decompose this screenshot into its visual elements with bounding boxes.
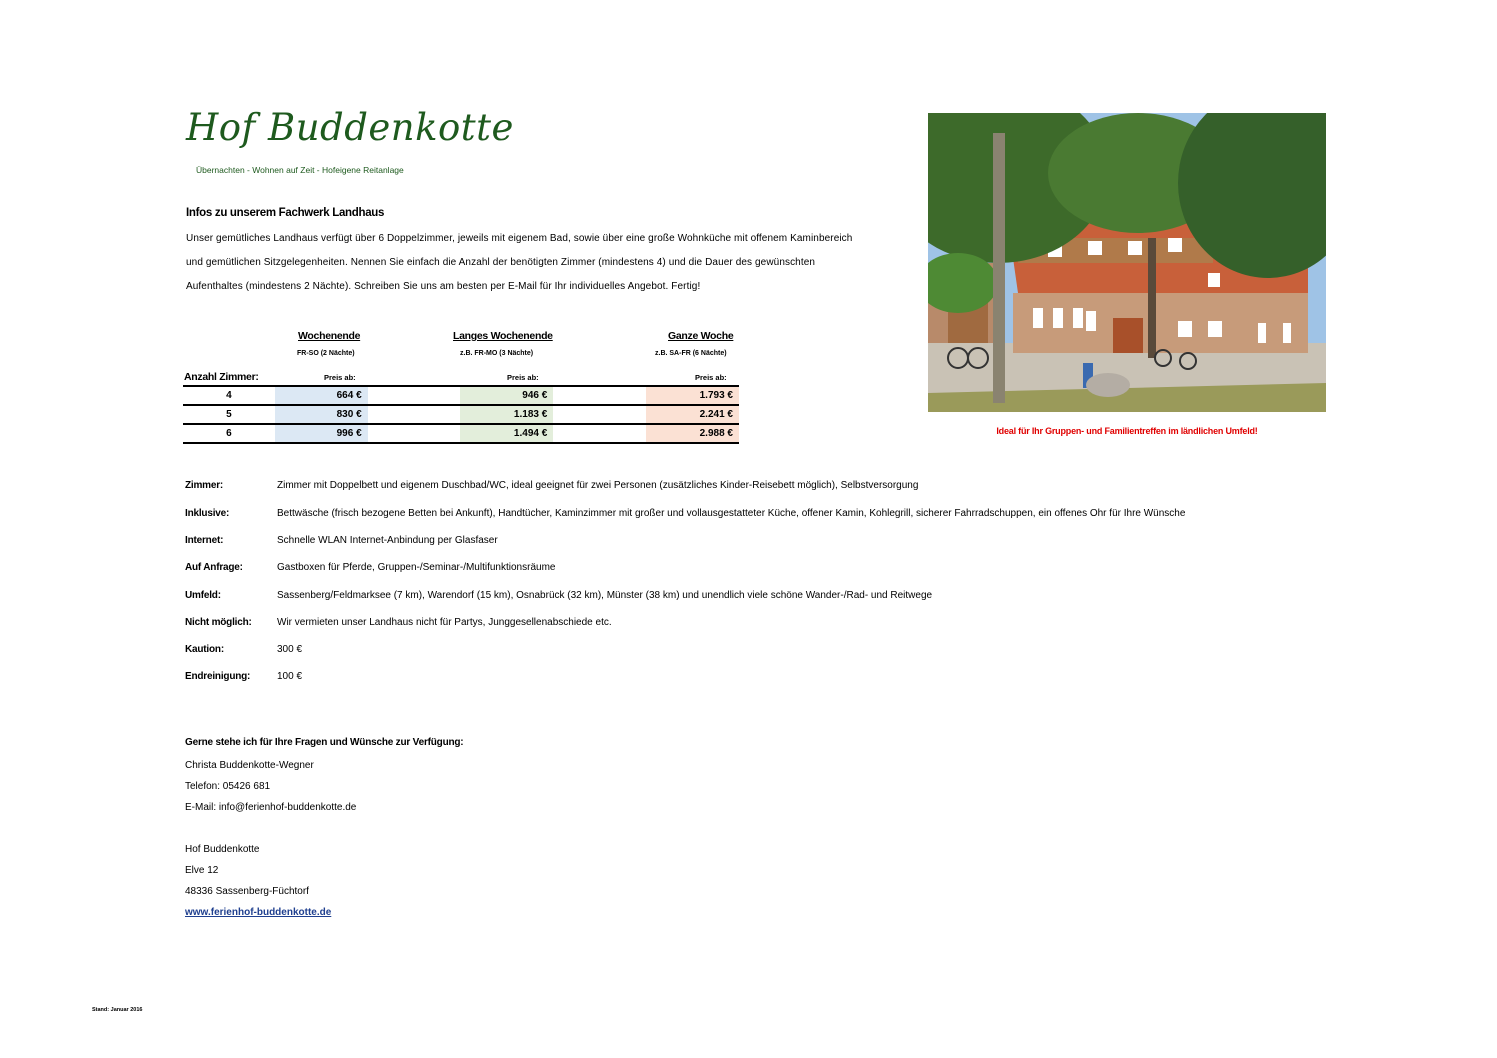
col-title-weekend: Wochenende [298,330,361,342]
price-from-label: Preis ab: [507,373,539,382]
price-week: 2.988 € [646,424,739,443]
contact-phone: Telefon: 05426 681 [185,781,271,792]
intro-line-3: Aufenthaltes (mindestens 2 Nächte). Schreiben Sie uns am besten per E-Mail für Ihr individuelles Angebot. Fertig! [186,281,701,292]
detail-label-deposit: Kaution: [185,644,224,655]
address-company: Hof Buddenkotte [185,844,260,855]
col-title-long-weekend: Langes Wochenende [453,330,553,342]
intro-heading: Infos zu unserem Fachwerk Landhaus [186,207,385,219]
col-title-week: Ganze Woche [668,330,734,342]
price-long-weekend: 1.183 € [460,405,553,424]
price-weekend: 996 € [275,424,368,443]
detail-label-not-possible: Nicht möglich: [185,617,252,628]
price-long-weekend: 946 € [460,386,553,405]
rooms-count: 6 [183,424,275,443]
detail-label-inclusive: Inklusive: [185,508,230,519]
logo-subtitle: Übernachten - Wohnen auf Zeit - Hofeigene Reitanlage [196,165,404,175]
detail-value-rooms: Zimmer mit Doppelbett und eigenem Duschbad/WC, ideal geeignet für zwei Personen (zusätzliches Kinder-Reisebett möglich), Selbstversorgung [277,480,919,491]
col-subtitle-weekend: FR-SO (2 Nächte) [297,350,355,357]
price-from-label: Preis ab: [324,373,356,382]
detail-value-on-request: Gastboxen für Pferde, Gruppen-/Seminar-/Multifunktionsräume [277,562,556,573]
price-week: 1.793 € [646,386,739,405]
footer-note: Stand: Januar 2016 [92,1007,143,1013]
photo-caption: Ideal für Ihr Gruppen- und Familientreffen im ländlichen Umfeld! [996,426,1258,436]
contact-email[interactable]: E-Mail: info@ferienhof-buddenkotte.de [185,802,357,813]
detail-value-surroundings: Sassenberg/Feldmarksee (7 km), Warendorf (15 km), Osnabrück (32 km), Münster (38 km) und unendlich viele schöne Wander-/Rad- und Reitwege [277,590,933,601]
table-row [183,405,739,424]
detail-label-rooms: Zimmer: [185,480,224,491]
price-week: 2.241 € [646,405,739,424]
rooms-count: 5 [183,405,275,424]
col-subtitle-week: z.B. SA-FR (6 Nächte) [655,350,727,357]
col-subtitle-long-weekend: z.B. FR-MO (3 Nächte) [460,350,534,357]
address-city: 48336 Sassenberg-Füchtorf [185,886,309,897]
house-photo [928,113,1326,412]
rooms-label: Anzahl Zimmer: [184,371,259,383]
table-row [183,386,739,405]
detail-value-not-possible: Wir vermieten unser Landhaus nicht für Partys, Junggesellenabschiede etc. [277,617,612,628]
detail-label-internet: Internet: [185,535,224,546]
detail-label-final-cleaning: Endreinigung: [185,671,251,682]
detail-label-surroundings: Umfeld: [185,590,221,601]
price-weekend: 664 € [275,386,368,405]
table-row [183,424,739,443]
price-long-weekend: 1.494 € [460,424,553,443]
price-from-label: Preis ab: [695,373,727,382]
contact-intro: Gerne stehe ich für Ihre Fragen und Wünsche zur Verfügung: [185,737,464,748]
contact-name: Christa Buddenkotte-Wegner [185,760,314,771]
intro-line-1: Unser gemütliches Landhaus verfügt über 6 Doppelzimmer, jeweils mit eigenem Bad, sowie über eine große Wohnküche mit offenem Kaminbereich [186,233,853,244]
detail-value-inclusive: Bettwäsche (frisch bezogene Betten bei Ankunft), Handtücher, Kaminzimmer mit großer und vollausgestatteter Küche, offener Kamin, Kohlegrill, sicherer Fahrradschuppen, ein offenes Ohr für Ihre Wünsche [277,508,1186,519]
detail-label-on-request: Auf Anfrage: [185,562,243,573]
intro-line-2: und gemütlichen Sitzgelegenheiten. Nennen Sie einfach die Anzahl der benötigten Zimmer (mindestens 4) und die Dauer des gewünschten [186,257,816,268]
detail-value-final-cleaning: 100 € [277,671,303,682]
logo-title: Hof Buddenkotte [186,106,514,149]
detail-value-deposit: 300 € [277,644,303,655]
price-table [183,385,739,444]
website-link[interactable]: www.ferienhof-buddenkotte.de [185,907,332,918]
detail-value-internet: Schnelle WLAN Internet-Anbindung per Glasfaser [277,535,498,546]
address-street: Elve 12 [185,865,219,876]
rooms-count: 4 [183,386,275,405]
price-weekend: 830 € [275,405,368,424]
